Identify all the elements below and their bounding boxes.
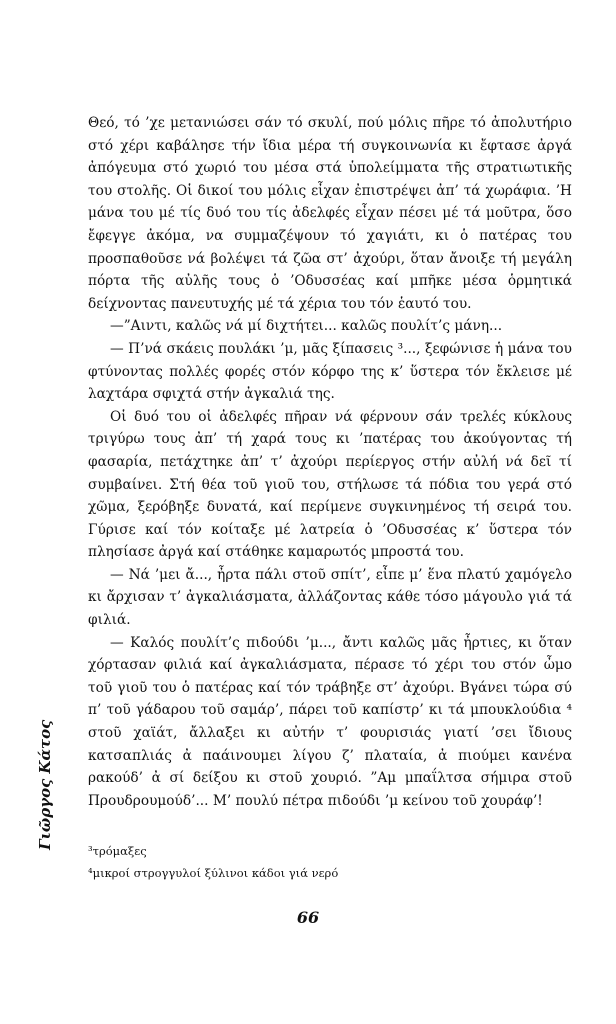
paragraph: Οἱ δυό του οἱ ἀδελφές πῆραν νά φέρνουν σάν τρελές κύκλους τριγύρω τους ἀπ’ τή χαρά τους κι ’πατέρας του ἀκούγοντας τή φασαρία, πετάχτηκε ἀπ’ τ’ ἀχούρι περίεργος στήν αὐλή νά δεῖ τί συμβαίνει. Στή θέα τοῦ γιοῦ του, στήλωσε τά πόδια του γερά στό χῶμα, ξερόβηξε δυνατά, καί περίμενε συγκινημένος τή σειρά του. Γύρισε καί τόν κοίταξε μέ λατρεία ὁ ’Οδυσσέας κ’ ὕστερα τόν πλησίασε ἀργά καί στάθηκε καμαρωτός μπροστά του. [88,408,572,561]
footnote: ⁴μικροί στρογγυλοί ξύλινοι κάδοι γιά νερό [88,866,339,880]
paragraph: — Π’νά σκάεις πουλάκι ’μ, μᾶς ξίπασεις ³..., ξεφώνισε ἡ μάνα του φτύνοντας πολλές φορές στόν κόρφο της κ’ ὕστερα τόν ἔκλεισε μέ λαχτάρα σφιχτά στήν ἀγκαλιά της. [88,340,572,403]
footnote: ³τρόμαξες [88,844,147,858]
page-number: 66 [296,908,320,927]
paragraph: Θεό, τό ’χε μετανιώσει σάν τό σκυλί, πού μόλις πῆρε τό ἀπολυτήριο στό χέρι καβάλησε τήν ἴδια μέρα τή συγκοινωνία κι ἔφτασε ἀργά ἀπόγευμα στό χωριό του μέσα στά ὑπολείμματα τῆς στρατιωτικῆς του στολῆς. Οἱ δικοί του μόλις εἶχαν ἐπιστρέψει ἀπ’ τά χωράφια. ’Η μάνα του μέ τίς δυό του τίς ἀδελφές εἶχαν πέσει μέ τά μοῦτρα, ὅσο ἔφεγγε ἀκόμα, να συμμαζέψουν τό χαγιάτι, κι ὁ πατέρας του προσπαθοῦσε νά βολέψει τά ζῶα στ’ ἀχούρι, ὅταν ἄνοιξε τή μεγάλη πόρτα τῆς αὐλῆς τους ὁ ’Οδυσσέας καί μπῆκε μέσα ὁρμητικά δείχνοντας πανευτυχής μέ τά χέρια του τόν ἑαυτό του. [88,115,572,312]
paragraph: — Καλός πουλίτ’ς πιδούδι ’μ..., ἄντι καλῶς μᾶς ἦρτιες, κι ὅταν χόρτασαν φιλιά καί ἀγκαλιάσματα, πέρασε τό χέρι του στόν ὦμο τοῦ γιοῦ του ὁ πατέρας καί τόν τράβηξε στ’ ἀχούρι. Βγάνει τώρα σύ π’ τοῦ γάδαρου τοῦ σαμάρ’, πάρει τοῦ καπίστρ’ κι τά μπουκλούδια ⁴ στοῦ χαϊάτ, ἄλλαξει κι αὐτήν τ’ φουρισιάς γιατί ’σει ἴδιους κατσαπλιάς ἀ παάινουμει λίγου ζ’ πλαταία, ἀ πιούμει κανένα ρακούδ’ ἀ σί δείξου κι στοῦ χουριό. ”Αμ μπαΐλτσα σήμιρα στοῦ Προυδρουμούδ’... Μ’ πουλύ πέτρα πιδούδι ’μ κείνου τοῦ χουράφ’! [88,634,572,809]
paragraph: — Νά ’μει ἄ..., ἦρτα πάλι στοῦ σπίτ’, εἶπε μ’ ἕνα πλατύ χαμόγελο κι ἄρχισαν τ’ ἀγκαλιάσματα, ἀλλάζοντας κάθε τόσο μάγουλο γιά τά φιλιά. [88,566,572,629]
paragraph: —”Αιντι, καλῶς νά μί διχτήτει... καλῶς πουλίτ’ς μάνη... [110,318,503,335]
body-text [88,112,572,812]
author-running-head: Γιῶργος Κάτος [36,719,54,850]
